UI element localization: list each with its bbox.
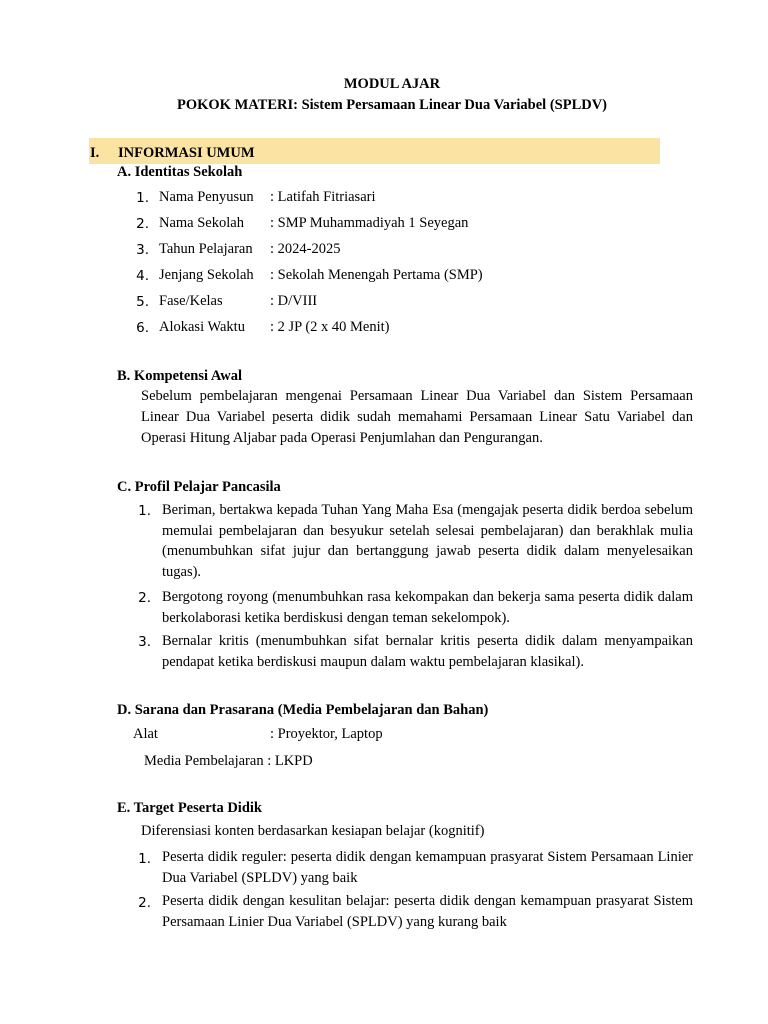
kompetensi-text: Sebelum pembelajaran mengenai Persamaan Linear Dua Variabel dan Sistem Persamaan Linear Dua Variabel peserta didik sudah memahami Persamaan Linear Satu Variabel dan Operasi Hitung Aljabar pada Operasi Penjumlahan dan Pengurangan. — [141, 388, 693, 446]
identitas-value: : SMP Muhammadiyah 1 Seyegan — [270, 215, 469, 231]
identitas-label: Alokasi Waktu — [159, 319, 245, 335]
identitas-value: : D/VIII — [270, 293, 318, 309]
list-number: 1. — [136, 190, 149, 206]
list-number: 6. — [136, 320, 149, 336]
list-number: 2. — [138, 895, 151, 911]
profil-heading: C. Profil Pelajar Pancasila — [117, 479, 281, 495]
identitas-value: : Latifah Fitriasari — [270, 189, 376, 205]
list-number: 2. — [136, 216, 149, 232]
profil-text: Beriman, bertakwa kepada Tuhan Yang Maha Esa (mengajak peserta didik berdoa sebelum memulai pembelajaran dan besyukur setelah selesai pembelajaran) dan berakhlak mulia (menumbuhkan sifat jujur dan bertanggung jawab peserta didik dalam menyelesaikan tugas). — [162, 502, 693, 580]
list-number: 1. — [138, 503, 151, 519]
identitas-value: : 2024-2025 — [270, 241, 341, 257]
document-subtitle: POKOK MATERI: Sistem Persamaan Linear Dua Variabel (SPLDV) — [176, 97, 608, 113]
identitas-label: Nama Sekolah — [159, 215, 244, 231]
media-line: Media Pembelajaran : LKPD — [144, 753, 313, 769]
list-number: 2. — [138, 590, 151, 606]
target-intro: Diferensiasi konten berdasarkan kesiapan belajar (kognitif) — [141, 823, 485, 839]
target-text: Peserta didik dengan kesulitan belajar: peserta didik dengan kemampuan prasyarat Sistem Persamaan Linier Dua Variabel (SPLDV) yang kurang baik — [162, 893, 693, 930]
identitas-heading: A. Identitas Sekolah — [117, 164, 243, 180]
identitas-label: Fase/Kelas — [159, 293, 223, 309]
identitas-value: : Sekolah Menengah Pertama (SMP) — [270, 267, 483, 283]
profil-text: Bergotong royong (menumbuhkan rasa kekompakan dan bekerja sama peserta didik dalam berkolaborasi ketika berdiskusi dengan teman sekelompok). — [162, 589, 693, 626]
identitas-label: Jenjang Sekolah — [159, 267, 254, 283]
identitas-label: Tahun Pelajaran — [159, 241, 253, 257]
alat-value: : Proyektor, Laptop — [270, 726, 383, 742]
alat-label: Alat — [133, 726, 158, 742]
section-numeral: I. — [90, 145, 100, 161]
identitas-value: : 2 JP (2 x 40 Menit) — [270, 319, 390, 335]
section-heading: INFORMASI UMUM — [118, 145, 255, 161]
sarana-heading: D. Sarana dan Prasarana (Media Pembelajaran dan Bahan) — [117, 702, 489, 718]
list-number: 4. — [136, 268, 149, 284]
document-title: MODUL AJAR — [343, 76, 441, 92]
list-number: 3. — [136, 242, 149, 258]
list-number: 1. — [138, 851, 151, 867]
target-text: Peserta didik reguler: peserta didik dengan kemampuan prasyarat Sistem Persamaan Linier Dua Variabel (SPLDV) yang baik — [162, 849, 693, 886]
profil-text: Bernalar kritis (menumbuhkan sifat bernalar kritis peserta didik dalam menyampaikan pendapat ketika berdiskusi maupun dalam waktu pembelajaran klasikal). — [162, 633, 693, 670]
identitas-label: Nama Penyusun — [159, 189, 254, 205]
list-number: 3. — [138, 634, 151, 650]
list-number: 5. — [136, 294, 149, 310]
target-heading: E. Target Peserta Didik — [117, 800, 262, 816]
kompetensi-heading: B. Kompetensi Awal — [117, 368, 242, 384]
